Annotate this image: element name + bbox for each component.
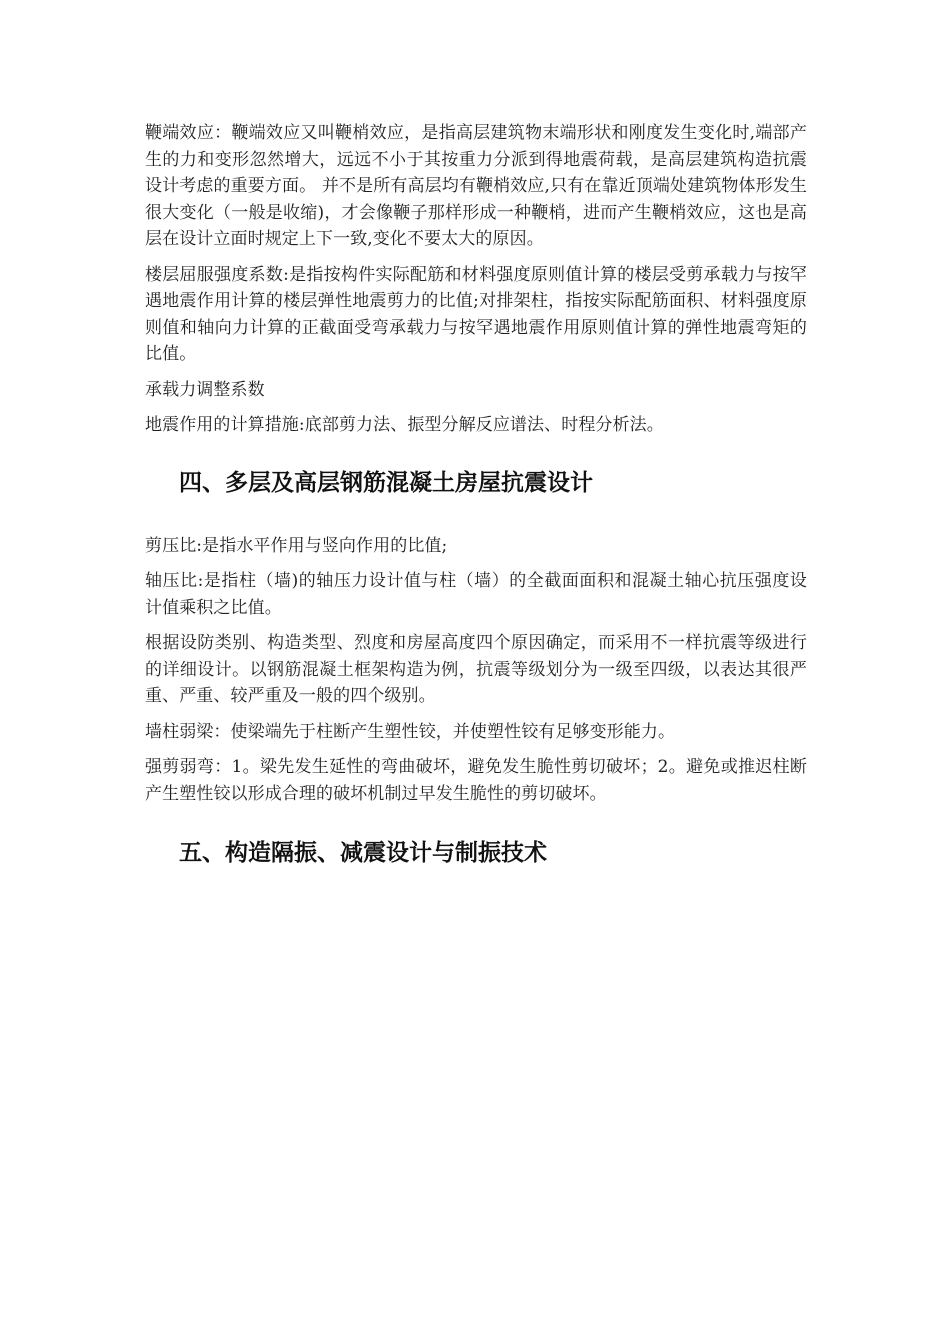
paragraph-yield-strength-coefficient: 楼层屈服强度系数:是指按构件实际配筋和材料强度原则值计算的楼层受剪承载力与按罕遇地震作用计算的楼层弹性地震剪力的比值;对排架柱，指按实际配筋面积、材料强度原则值和轴向力计算的正截面受弯承载力与按罕遇地震作用原则值计算的弹性地震弯矩的比值。 xyxy=(145,264,807,364)
paragraph-strong-column-weak-beam: 墙柱弱梁：使梁端先于柱断产生塑性铰，并使塑性铰有足够变形能力。 xyxy=(145,721,676,742)
paragraph-seismic-grade: 根据设防类别、构造类型、烈度和房屋高度四个原因确定，而采用不一样抗震等级进行的详细设计。以钢筋混凝土框架构造为例，抗震等级划分为一级至四级，以表达其很严重、严重、较严重及一般的四个级别。 xyxy=(145,633,807,706)
paragraph-axial-compression-ratio: 轴压比:是指柱（墙)的轴压力设计值与柱（墙）的全截面面积和混凝土轴心抗压强度设计值乘积之比值。 xyxy=(145,571,807,618)
paragraph-shear-compression-ratio: 剪压比:是指水平作用与竖向作用的比值; xyxy=(145,535,448,556)
paragraph-strong-shear-weak-bending: 强剪弱弯：1。梁先发生延性的弯曲破坏，避免发生脆性剪切破坏；2。避免或推迟柱断产生塑性铰以形成合理的破坏机制过早发生脆性的剪切破坏。 xyxy=(145,757,807,804)
paragraph-calculation-methods: 地震作用的计算措施:底部剪力法、振型分解反应谱法、时程分析法。 xyxy=(145,415,664,435)
document-body xyxy=(145,120,807,903)
paragraph-whiplash-effect: 鞭端效应：鞭端效应又叫鞭梢效应，是指高层建筑物末端形状和刚度发生变化时,端部产生的力和变形忽然增大，远远不小于其按重力分派到得地震荷载，是高层建筑构造抗震设计考虑的重要方面。 并不是所有高层均有鞭梢效应,只有在靠近顶端处建筑物体形发生很大变化（一般是收缩)，才会像鞭子那样形成一种鞭梢，进而产生鞭梢效应，这也是高层在设计立面时规定上下一致,变化不要太大的原因。 xyxy=(145,123,807,249)
section-heading-5: 五、构造隔振、减震设计与制振技术 xyxy=(179,840,547,866)
paragraph-capacity-adjustment: 承载力调整系数 xyxy=(145,379,265,400)
section-heading-4: 四、多层及高层钢筋混凝土房屋抗震设计 xyxy=(179,469,593,496)
